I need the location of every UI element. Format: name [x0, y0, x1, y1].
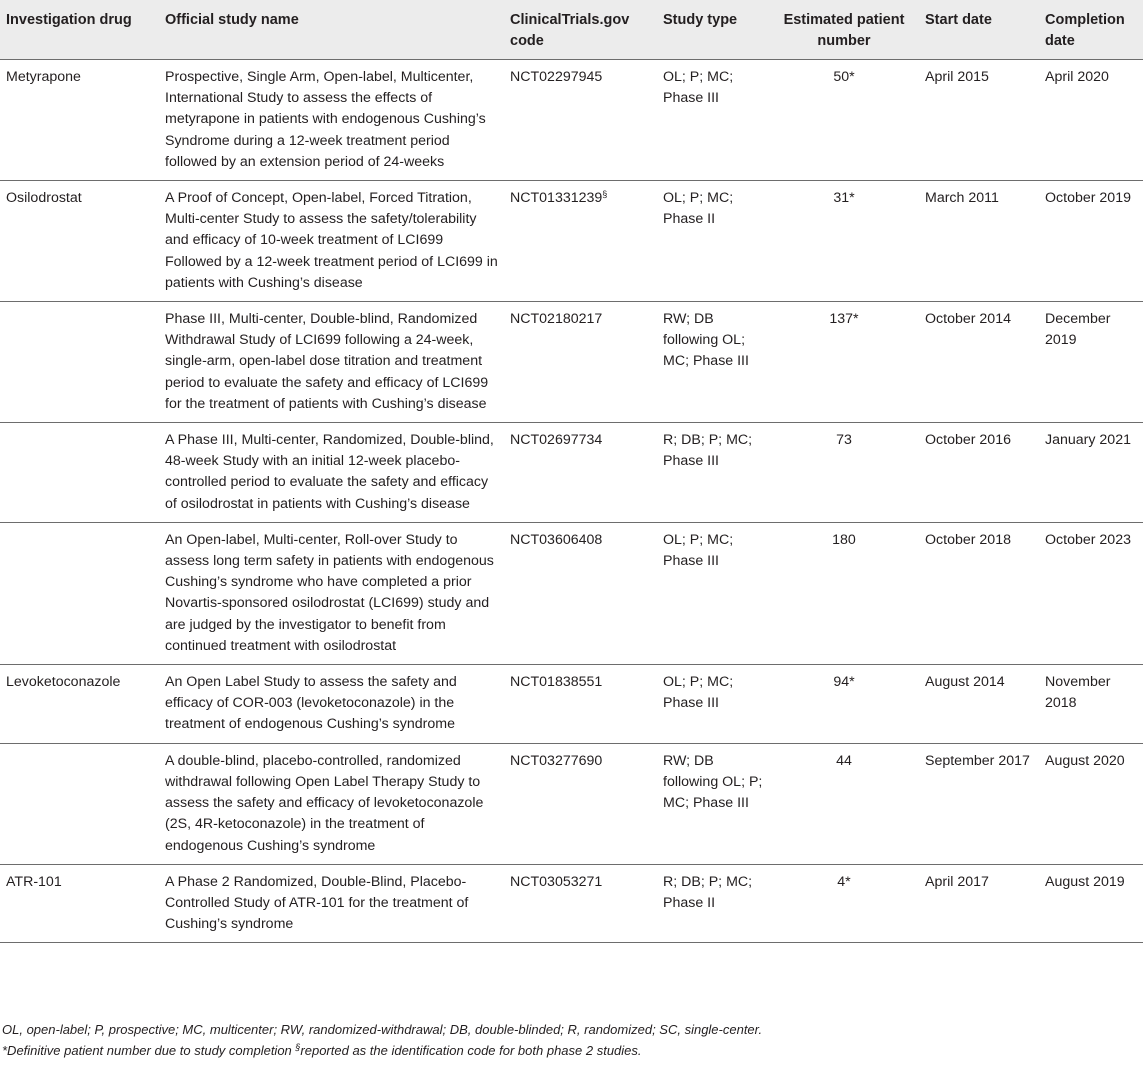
- header-start-date: Start date: [919, 0, 1039, 60]
- cell-drug: [0, 302, 159, 423]
- cell-patients: 73: [836, 432, 852, 449]
- cell-drug: ATR-101: [6, 873, 62, 890]
- cell-code: [504, 181, 657, 302]
- cell-completion-date: October 2023: [1045, 531, 1131, 548]
- cell-drug: Osilodrostat: [6, 190, 82, 207]
- header-estimated-patient-number: Estimated patient number: [769, 0, 919, 60]
- cell-study-type: OL; P; MC; Phase II: [663, 190, 734, 228]
- footnote-notes: [2, 1042, 642, 1060]
- cell-code: [504, 665, 657, 744]
- cell-code: [504, 423, 657, 523]
- cell-completion-date: August 2019: [1045, 873, 1125, 890]
- cell-study-name: A Proof of Concept, Open-label, Forced Titration, Multi-center Study to assess the safety/tolerability and efficacy of 10-week treatment of LCI699 Followed by a 12-week treatment period of LCI699 in patients with Cushing’s disease: [165, 190, 498, 291]
- cell-patients: 4*: [837, 873, 851, 890]
- cell-code: [504, 864, 657, 943]
- cell-completion-date: October 2019: [1045, 190, 1131, 207]
- cell-completion-date: August 2020: [1045, 752, 1125, 769]
- header-official-study-name: Official study name: [159, 0, 504, 60]
- code-text: NCT03053271: [510, 873, 603, 890]
- cell-study-type: OL; P; MC; Phase III: [663, 69, 734, 107]
- header-investigation-drug: Investigation drug: [0, 0, 159, 60]
- cell-patients: 137*: [829, 311, 859, 328]
- footnote-abbreviations: OL, open-label; P, prospective; MC, multicenter; RW, randomized-withdrawal; DB, double-blinded; R, randomized; SC, single-center.: [2, 1022, 763, 1037]
- table-header-row: [0, 0, 1143, 60]
- cell-study-type: OL; P; MC; Phase III: [663, 531, 734, 570]
- cell-completion-date: December 2019: [1045, 311, 1111, 349]
- cell-start-date: April 2015: [925, 69, 989, 85]
- cell-patients: 50*: [833, 69, 855, 85]
- code-text: NCT02180217: [510, 311, 603, 328]
- cell-start-date: April 2017: [925, 873, 989, 890]
- cell-drug: Levoketoconazole: [6, 674, 121, 691]
- footnote-section-mark: §: [295, 1042, 301, 1052]
- cell-drug: Metyrapone: [6, 69, 81, 85]
- code-text: NCT02297945: [510, 69, 603, 85]
- cell-study-name: An Open-label, Multi-center, Roll-over Study to assess long term safety in patients with endogenous Cushing’s syndrome who have completed a prior Novartis-sponsored osilodrostat (LCI699) study and are judged by the investigator to benefit from continued treatment with osilodrostat: [165, 531, 494, 654]
- code-footnote-mark: §: [602, 189, 608, 200]
- cell-study-name: An Open Label Study to assess the safety and efficacy of COR-003 (levoketoconazole) in the treatment of endogenous Cushing’s syndrome: [165, 674, 457, 733]
- table-row: [0, 181, 1143, 302]
- cell-drug: [0, 423, 159, 523]
- table-row: [0, 60, 1143, 181]
- cell-study-name: Phase III, Multi-center, Double-blind, Randomized Withdrawal Study of LCI699 following a 24-week, single-arm, open-label dose titration and treatment period to evaluate the safety and efficacy of LCI699 for the treatment of patients with Cushing’s disease: [165, 311, 489, 412]
- cell-study-type: R; DB; P; MC; Phase III: [663, 432, 753, 470]
- code-text: NCT03277690: [510, 752, 603, 769]
- code-text: NCT01331239: [510, 190, 603, 207]
- cell-study-type: RW; DB following OL; MC; Phase III: [663, 311, 749, 370]
- cell-start-date: March 2011: [925, 190, 999, 207]
- cell-study-type: RW; DB following OL; P; MC; Phase III: [663, 752, 763, 812]
- cell-start-date: October 2016: [925, 432, 1011, 449]
- cell-patients: 180: [832, 531, 856, 548]
- code-text: NCT02697734: [510, 432, 603, 449]
- cell-start-date: October 2014: [925, 311, 1011, 328]
- cell-study-name: A Phase 2 Randomized, Double-Blind, Placebo-Controlled Study of ATR-101 for the treatment of Cushing’s syndrome: [165, 873, 469, 933]
- cell-study-type: OL; P; MC; Phase III: [663, 674, 734, 712]
- header-clinicaltrials-code: ClinicalTrials.gov code: [504, 0, 657, 60]
- cell-start-date: August 2014: [925, 674, 1005, 691]
- cell-drug: [0, 522, 159, 664]
- cell-completion-date: November 2018: [1045, 674, 1111, 712]
- cell-code: [504, 743, 657, 864]
- cell-start-date: September 2017: [925, 752, 1030, 769]
- code-text: NCT03606408: [510, 531, 603, 548]
- cell-patients: 94*: [833, 674, 855, 691]
- table-row: [0, 423, 1143, 523]
- cell-patients: 31*: [833, 190, 855, 207]
- table-row: [0, 302, 1143, 423]
- table-row: [0, 522, 1143, 664]
- cell-study-name: A double-blind, placebo-controlled, randomized withdrawal following Open Label Therapy Study to assess the safety and efficacy of levoketoconazole (2S, 4R-ketoconazole) in the treatment of endogenous Cushing’s syndrome: [165, 752, 484, 854]
- cell-code: [504, 302, 657, 423]
- table-row: [0, 743, 1143, 864]
- cell-patients: 44: [836, 752, 852, 769]
- header-completion-date: Completion date: [1039, 0, 1143, 60]
- cell-start-date: October 2018: [925, 531, 1011, 548]
- table-row: [0, 665, 1143, 744]
- cell-study-name: Prospective, Single Arm, Open-label, Multicenter, International Study to assess the effects of metyrapone in patients with endogenous Cushing’s Syndrome during a 12-week treatment period followed by an extension period of 24-weeks: [165, 69, 486, 170]
- code-text: NCT01838551: [510, 674, 603, 691]
- cell-code: [504, 522, 657, 664]
- cell-code: [504, 60, 657, 181]
- footnote-definitive-number: *Definitive patient number due to study completion: [2, 1043, 296, 1058]
- cell-completion-date: January 2021: [1045, 432, 1131, 449]
- cell-study-type: R; DB; P; MC; Phase II: [663, 873, 753, 911]
- cell-study-name: A Phase III, Multi-center, Randomized, Double-blind, 48-week Study with an initial 12-week placebo-controlled period to evaluate the safety and efficacy of osilodrostat in patients with Cushing’s disease: [165, 432, 494, 512]
- header-study-type: Study type: [657, 0, 769, 60]
- table-row: [0, 864, 1143, 943]
- footnote-identification-code: reported as the identification code for both phase 2 studies.: [300, 1043, 642, 1058]
- cell-drug: [0, 743, 159, 864]
- cell-completion-date: April 2020: [1045, 69, 1109, 85]
